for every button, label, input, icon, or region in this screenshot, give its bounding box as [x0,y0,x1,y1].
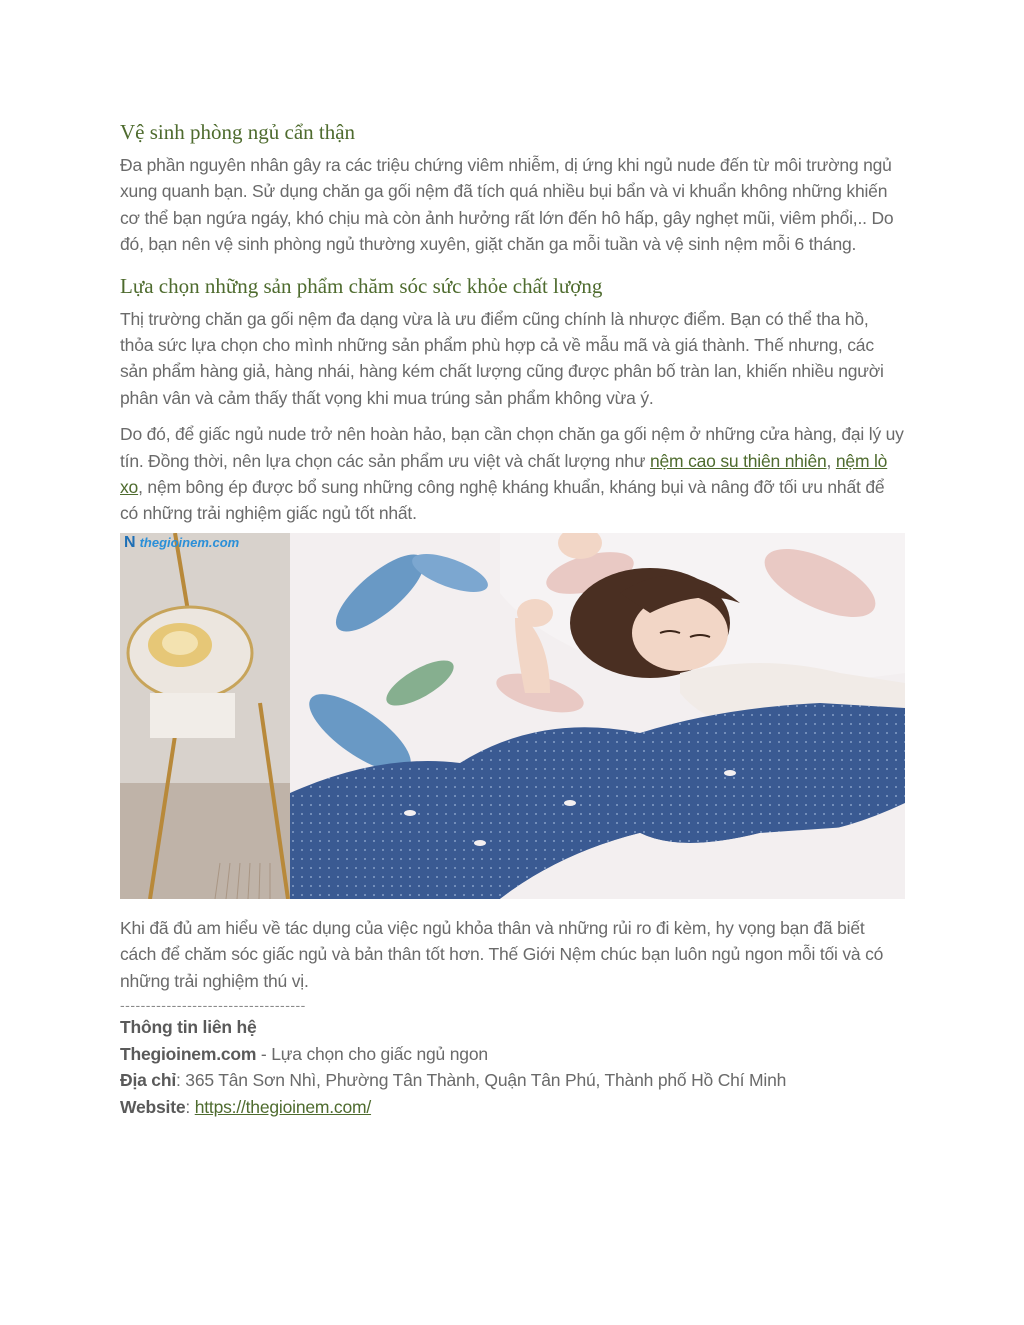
contact-tagline: - Lựa chọn cho giấc ngủ ngon [256,1043,488,1064]
text-fragment: , [826,450,836,471]
divider-line: ------------------------------------ [120,997,306,1014]
link-latex-mattress[interactable]: nệm cao su thiên nhiên [649,450,827,471]
logo-text: thegioinem.com [139,535,240,551]
closing-paragraph: Khi đã đủ am hiểu về tác dụng của việc ngủ khỏa thân và những rủi ro đi kèm, hy vọng bạn đã biết cách để chăm sóc giấc ngủ và bản thân tốt hơn. Thế Giới Nệm chúc bạn luôn ngủ ngon mỗi tối và có những trải nghiệm thú vị. [120,917,884,991]
bedroom-photo [120,533,905,899]
text-fragment: , nệm bông ép được bổ sung những công nghệ kháng khuẩn, kháng bụi và nâng đỡ tối ưu nhất để có những trải nghiệm giấc ngủ tốt nhất. [120,477,885,524]
section-body-products: Thị trường chăn ga gối nệm đa dạng vừa là ưu điểm cũng chính là nhược điểm. Bạn có thể tha hồ, thỏa sức lựa chọn cho mình những sản phẩm phù hợp cả về mẫu mã và giá thành. Thế nhưng, các sản phẩm hàng giả, hàng nhái, hàng kém chất lượng cũng được phân bố tràn lan, khiến nhiều người phân vân và cảm thấy thất vọng khi mua trúng sản phẩm không vừa ý. [120,308,884,408]
link-spring-mattress[interactable]: nệm lò xo [120,450,888,498]
contact-address-label: Địa chỉ [120,1070,176,1091]
contact-website-label: Website [120,1096,186,1117]
section-heading-cleaning: Vệ sinh phòng ngủ cẩn thận [120,120,356,144]
watermark-logo [124,533,239,553]
contact-brand-line [120,1041,905,1068]
section-body-cleaning: Đa phần nguyên nhân gây ra các triệu chứng viêm nhiễm, dị ứng khi ngủ nude đến từ môi trường ngủ xung quanh bạn. Sử dụng chăn ga gối nệm đã tích quá nhiều bụi bẩn và vi khuẩn không những khiến cơ thể bạn ngứa ngáy, khó chịu mà còn ảnh hưởng rất lớn đến hô hấp, gây nghẹt mũi, viêm phổi,.. Do đó, bạn nên vệ sinh phòng ngủ thường xuyên, giặt chăn ga mỗi tuần và vệ sinh nệm mỗi 6 tháng. [120,155,894,255]
contact-address-line [120,1067,905,1094]
contact-block [120,1014,905,1120]
document-page [120,118,905,1120]
logo-icon: N [124,533,136,551]
contact-brand: Thegioinem.com [120,1043,257,1064]
contact-website-line [120,1094,905,1121]
website-link[interactable]: https://thegioinem.com/ [194,1096,372,1117]
contact-website-colon: : [185,1096,195,1117]
text-fragment: Do đó, để giấc ngủ nude trở nên hoàn hảo, bạn cần chọn chăn ga gối nệm ở những cửa hàng, đại lý uy tín. Đồng thời, nên lựa chọn các sản phẩm ưu việt và chất lượng như [120,424,904,471]
contact-address-value: : 365 Tân Sơn Nhì, Phường Tân Thành, Quận Tân Phú, Thành phố Hồ Chí Minh [175,1070,787,1091]
contact-title: Thông tin liên hệ [120,1017,257,1038]
section-heading-products: Lựa chọn những sản phẩm chăm sóc sức khỏe chất lượng [120,273,603,298]
section-body-products-2 [120,421,905,527]
